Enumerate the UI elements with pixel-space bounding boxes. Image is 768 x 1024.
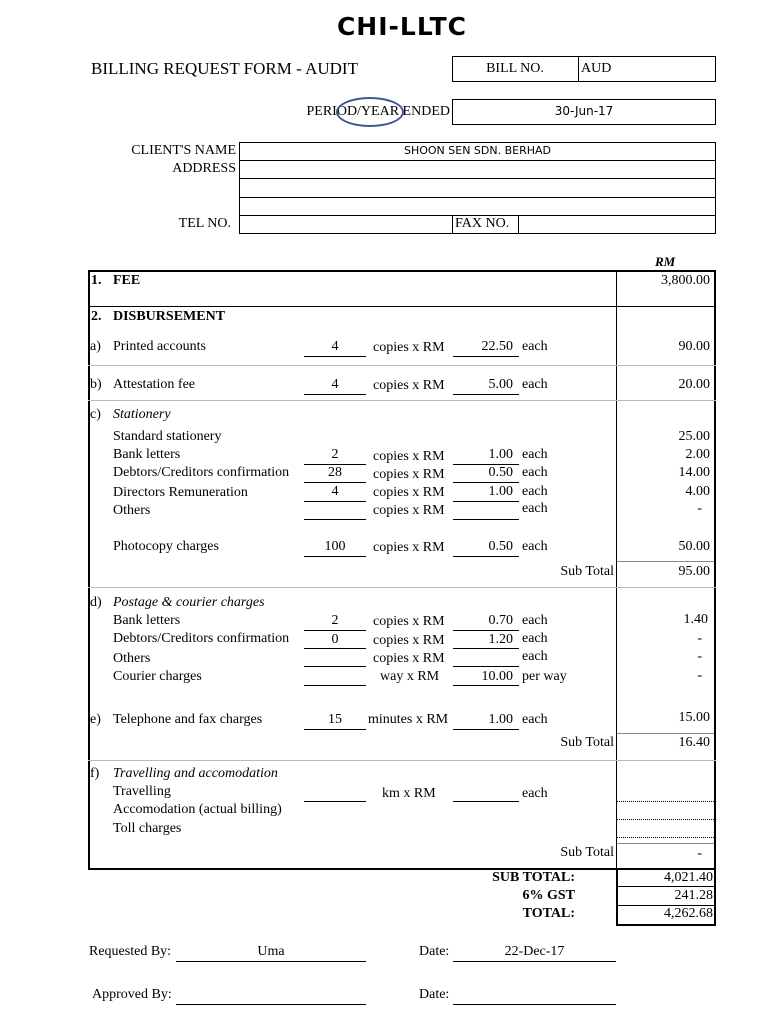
a-amount: 90.00 [678, 339, 710, 354]
f-label: Travelling and accomodation [113, 766, 278, 781]
d-bank-unit: copies x RM [373, 614, 445, 629]
c-bank-each: each [522, 447, 548, 462]
c-subtotal: 95.00 [678, 564, 710, 579]
c-subtotal-label: Sub Total [560, 564, 614, 579]
c-bank-qty[interactable]: 2 [331, 447, 339, 462]
d-courier-amount: - [697, 668, 702, 683]
c-others-label: Others [113, 503, 151, 518]
c-directors-unit: copies x RM [373, 485, 445, 500]
client-name-value[interactable]: SHOON SEN SDN. BERHAD [403, 144, 552, 157]
c-debtors-unit: copies x RM [373, 467, 445, 482]
sub-total-amount: 4,021.40 [664, 870, 713, 885]
e-rate[interactable]: 1.00 [488, 712, 513, 727]
f-toll-label: Toll charges [113, 821, 182, 836]
d-bank-qty[interactable]: 2 [331, 613, 339, 628]
disb-label: DISBURSEMENT [113, 309, 226, 324]
c-photocopy-rate[interactable]: 0.50 [488, 539, 513, 554]
fee-label: FEE [113, 273, 141, 288]
f-accom-label: Accomodation (actual billing) [113, 802, 282, 817]
requested-date-label: Date: [419, 944, 450, 959]
f-subtotal: - [697, 846, 702, 861]
c-photocopy-qty[interactable]: 100 [324, 539, 346, 554]
f-travelling-label: Travelling [113, 784, 171, 799]
c-debtors-each: each [522, 465, 548, 480]
c-photocopy-label: Photocopy charges [113, 539, 219, 554]
sub-total-label: SUB TOTAL: [492, 870, 575, 885]
a-each: each [522, 339, 548, 354]
c-directors-each: each [522, 484, 548, 499]
d-bank-label: Bank letters [113, 613, 181, 628]
c-photocopy-amount: 50.00 [678, 539, 710, 554]
d-debtors-each: each [522, 631, 548, 646]
disb-num: 2. [91, 309, 102, 324]
f-subtotal-label: Sub Total [560, 845, 614, 860]
c-debtors-amount: 14.00 [678, 465, 710, 480]
d-debtors-amount: - [697, 631, 702, 646]
c-others-each: each [522, 501, 548, 516]
address-label: ADDRESS [172, 161, 236, 176]
d-courier-per: per way [522, 669, 567, 684]
b-amount: 20.00 [678, 377, 710, 392]
bill-no-value[interactable]: AUD [581, 61, 612, 76]
gst-amount: 241.28 [674, 888, 713, 903]
approved-date-label: Date: [419, 987, 450, 1002]
d-num: d) [90, 595, 102, 610]
d-bank-rate[interactable]: 0.70 [488, 613, 513, 628]
b-unit: copies x RM [373, 378, 445, 393]
fax-label: FAX NO. [455, 216, 510, 231]
requested-date-value[interactable]: 22-Dec-17 [504, 944, 565, 959]
highlight-oval [336, 97, 404, 127]
d-debtors-label: Debtors/Creditors confirmation [113, 631, 290, 646]
a-unit: copies x RM [373, 340, 445, 355]
c-standard-label: Standard stationery [113, 429, 222, 444]
b-rate[interactable]: 5.00 [488, 377, 513, 392]
f-travelling-unit: km x RM [382, 786, 436, 801]
e-each: each [522, 712, 548, 727]
f-travelling-each: each [522, 786, 548, 801]
c-debtors-label: Debtors/Creditors confirmation [113, 465, 290, 480]
d-debtors-unit: copies x RM [373, 633, 445, 648]
fee-amount[interactable]: 3,800.00 [661, 273, 710, 288]
approved-date-line[interactable] [453, 1004, 616, 1005]
approved-by-line[interactable] [176, 1004, 366, 1005]
c-directors-label: Directors Remuneration [113, 485, 248, 500]
d-debtors-rate[interactable]: 1.20 [488, 632, 513, 647]
d-others-each: each [522, 649, 548, 664]
c-photocopy-each: each [522, 539, 548, 554]
requested-by-value[interactable]: Uma [257, 944, 285, 959]
c-directors-rate[interactable]: 1.00 [488, 484, 513, 499]
c-bank-rate[interactable]: 1.00 [488, 447, 513, 462]
b-each: each [522, 377, 548, 392]
c-num: c) [90, 407, 101, 422]
a-qty[interactable]: 4 [331, 339, 339, 354]
d-label: Postage & courier charges [113, 595, 265, 610]
e-unit: minutes x RM [368, 712, 449, 727]
a-label: Printed accounts [113, 339, 206, 354]
c-others-unit: copies x RM [373, 503, 445, 518]
c-photocopy-unit: copies x RM [373, 540, 445, 555]
rm-label: RM [655, 254, 676, 269]
tel-label: TEL NO. [178, 216, 231, 231]
e-subtotal-label: Sub Total [560, 735, 614, 750]
a-num: a) [90, 339, 101, 354]
c-standard-amount: 25.00 [678, 429, 710, 444]
period-value[interactable]: 30-Jun-17 [554, 104, 614, 118]
e-subtotal: 16.40 [678, 735, 710, 750]
form-title: BILLING REQUEST FORM - AUDIT [91, 59, 358, 78]
d-bank-each: each [522, 613, 548, 628]
e-amount: 15.00 [678, 710, 710, 725]
e-qty[interactable]: 15 [328, 712, 342, 727]
company-name: CHI-LLTC [336, 12, 468, 41]
c-label: Stationery [113, 407, 171, 422]
bill-no-label: BILL NO. [486, 61, 544, 76]
c-bank-label: Bank letters [113, 447, 181, 462]
e-label: Telephone and fax charges [113, 712, 263, 727]
a-rate[interactable]: 22.50 [481, 339, 513, 354]
c-others-amount: - [697, 501, 702, 516]
c-bank-amount: 2.00 [685, 447, 710, 462]
c-bank-unit: copies x RM [373, 449, 445, 464]
period-label: PERIOD/YEAR ENDED [306, 104, 450, 119]
d-bank-amount: 1.40 [683, 612, 708, 627]
approved-by-label: Approved By: [92, 987, 172, 1002]
c-debtors-qty[interactable]: 28 [328, 465, 342, 480]
gst-label: 6% GST [522, 888, 575, 903]
total-label: TOTAL: [522, 906, 575, 921]
b-qty[interactable]: 4 [331, 377, 339, 392]
client-name-label: CLIENT'S NAME [131, 143, 236, 158]
c-directors-amount: 4.00 [685, 484, 710, 499]
e-num: e) [90, 712, 101, 727]
total-amount: 4,262.68 [664, 906, 713, 921]
d-others-unit: copies x RM [373, 651, 445, 666]
requested-by-label: Requested By: [89, 944, 172, 959]
b-num: b) [90, 377, 102, 392]
d-courier-label: Courier charges [113, 669, 202, 684]
d-debtors-qty[interactable]: 0 [331, 632, 339, 647]
b-label: Attestation fee [113, 377, 196, 392]
d-others-amount: - [697, 649, 702, 664]
fee-num: 1. [91, 273, 102, 288]
d-others-label: Others [113, 651, 151, 666]
c-directors-qty[interactable]: 4 [331, 484, 339, 499]
d-courier-rate[interactable]: 10.00 [481, 669, 513, 684]
f-num: f) [90, 766, 100, 781]
d-courier-unit: way x RM [380, 669, 440, 684]
c-debtors-rate[interactable]: 0.50 [488, 465, 513, 480]
